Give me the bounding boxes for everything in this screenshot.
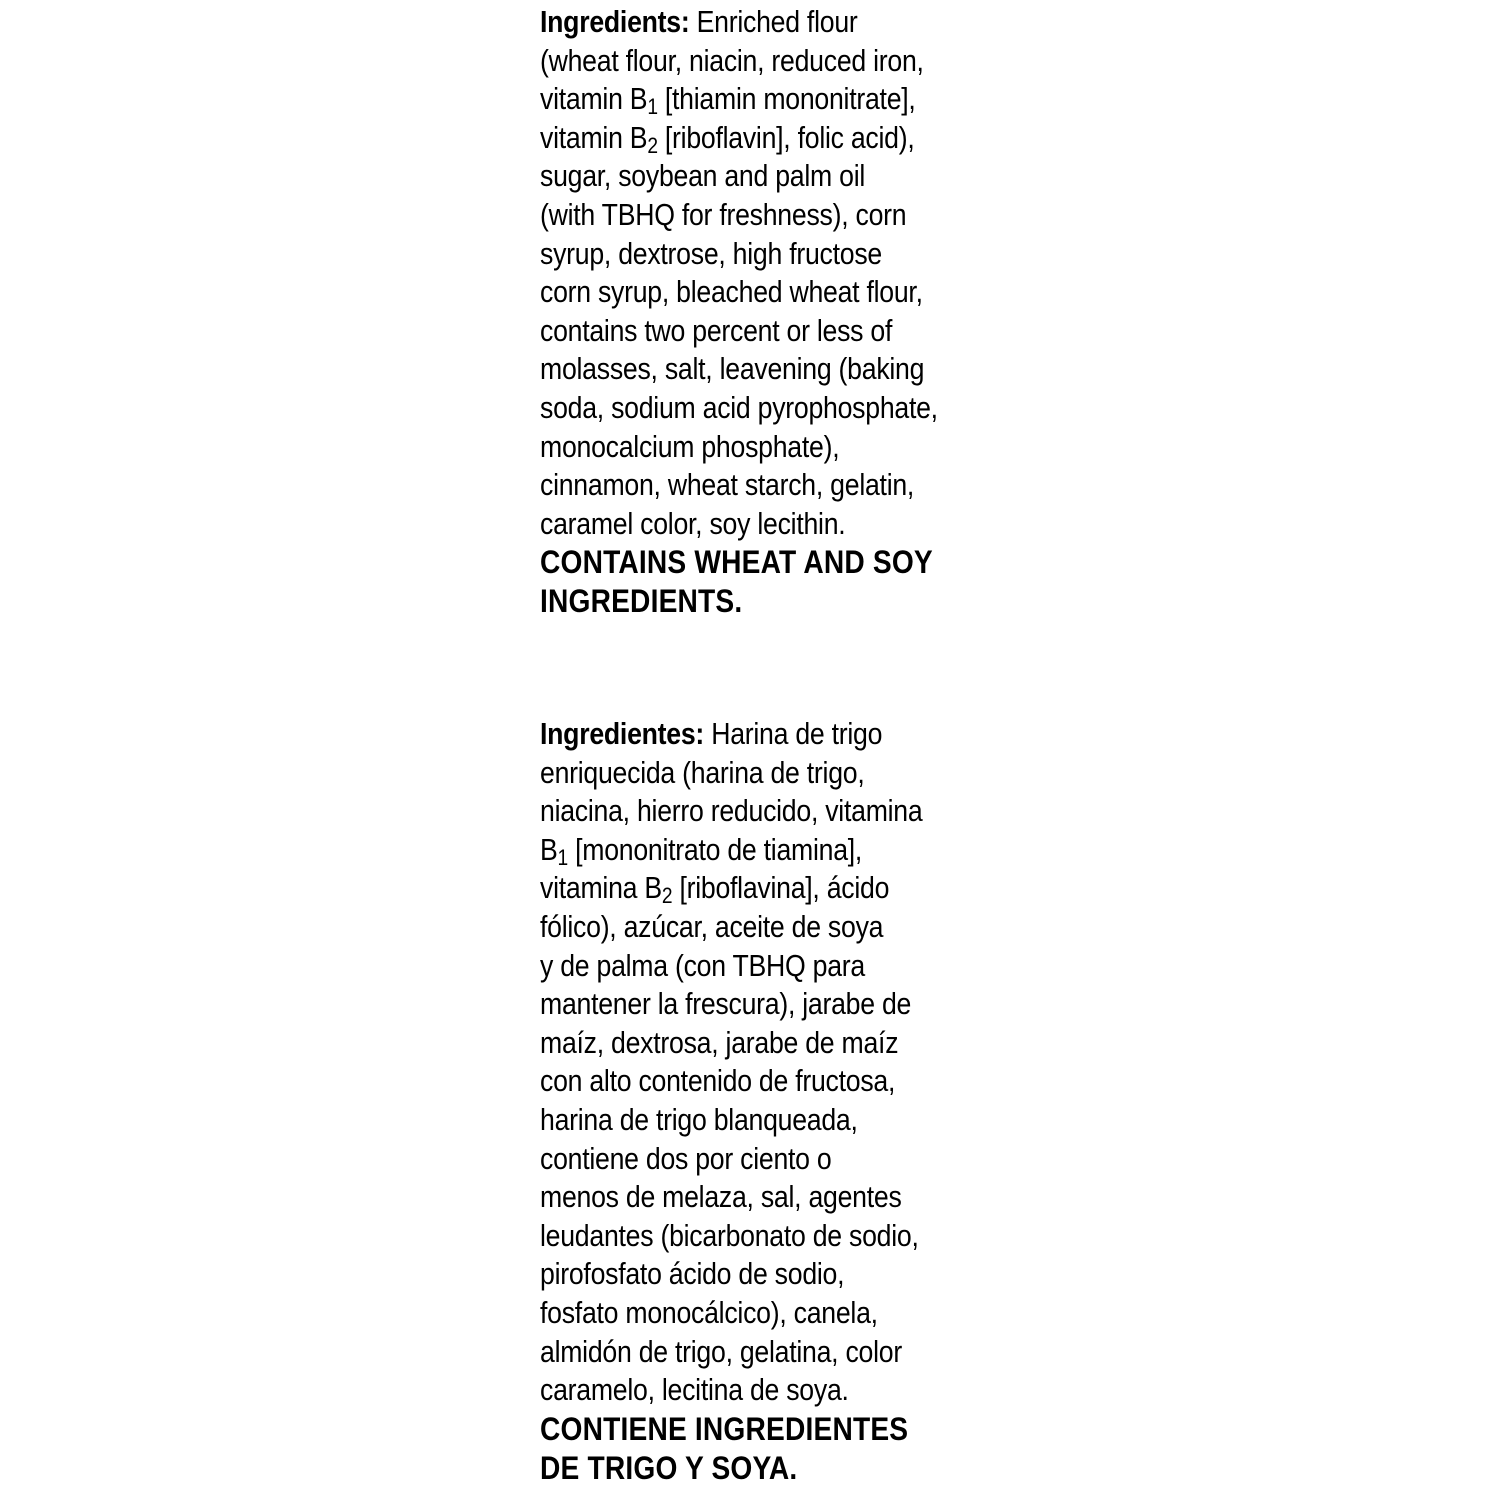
ingredients-line: monocalcium phosphate),	[540, 428, 840, 464]
ingredients-spanish	[540, 715, 980, 1488]
ingredients-heading: Ingredientes:	[540, 716, 705, 751]
ingredients-line: con alto contenido de fructosa,	[540, 1063, 896, 1099]
ingredients-line: maíz, dextrosa, jarabe de maíz	[540, 1024, 899, 1060]
subscript: 2	[661, 883, 673, 909]
ingredients-line: sugar, soybean and palm oil	[540, 158, 866, 194]
ingredients-line: Ingredients: Enriched flour	[540, 4, 858, 39]
ingredients-line: harina de trigo blanqueada,	[540, 1101, 858, 1137]
ingredients-line: molasses, salt, leavening (baking	[540, 351, 925, 387]
ingredients-line: (with TBHQ for freshness), corn	[540, 196, 907, 232]
ingredients-line: menos de melaza, sal, agentes	[540, 1179, 902, 1215]
ingredients-line: mantener la frescura), jarabe de	[540, 986, 912, 1022]
ingredients-line: y de palma (con TBHQ para	[540, 947, 865, 983]
ingredients-line: soda, sodium acid pyrophosphate,	[540, 389, 938, 425]
ingredients-line: syrup, dextrose, high fructose	[540, 235, 882, 271]
allergen-statement: DE TRIGO Y SOYA.	[540, 1449, 798, 1486]
ingredients-line: (wheat flour, niacin, reduced iron,	[540, 42, 924, 78]
ingredients-line: enriquecida (harina de trigo,	[540, 754, 865, 790]
ingredients-line: $B_1$ [mononitrato de tiamina],	[540, 831, 863, 870]
ingredients-line: pirofosfato ácido de sodio,	[540, 1256, 845, 1292]
ingredients-line: vitamin $B_2$ [riboflavin], folic acid),	[540, 119, 915, 158]
ingredients-line: caramelo, lecitina de soya.	[540, 1372, 849, 1408]
allergen-statement: CONTAINS WHEAT AND SOY	[540, 544, 933, 581]
subscript: 1	[557, 844, 568, 870]
ingredients-line: caramel color, soy lecithin.	[540, 505, 846, 541]
ingredients-line: vitamina $B_2$ [riboflavina], ácido	[540, 870, 890, 909]
ingredients-line: cinnamon, wheat starch, gelatin,	[540, 467, 915, 503]
ingredients-line: almidón de trigo, gelatina, color	[540, 1333, 902, 1369]
subscript: 2	[647, 132, 658, 158]
ingredients-line: contiene dos por ciento o	[540, 1140, 832, 1176]
allergen-statement: CONTIENE INGREDIENTES	[540, 1410, 909, 1447]
ingredients-line: fosfato monocálcico), canela,	[540, 1294, 878, 1330]
subscript: 1	[647, 94, 658, 120]
ingredients-line: Ingredientes: Harina de trigo	[540, 716, 883, 751]
ingredients-line: fólico), azúcar, aceite de soya	[540, 908, 884, 944]
ingredients-line: niacina, hierro reducido, vitamina	[540, 793, 923, 829]
ingredients-line: vitamin $B_1$ [thiamin mononitrate],	[540, 81, 916, 120]
ingredients-heading: Ingredients:	[540, 4, 690, 39]
ingredients-line: leudantes (bicarbonato de sodio,	[540, 1217, 919, 1253]
allergen-statement: INGREDIENTS.	[540, 583, 743, 620]
ingredients-line: corn syrup, bleached wheat flour,	[540, 274, 923, 310]
ingredients-english	[540, 3, 980, 621]
ingredients-line: contains two percent or less of	[540, 312, 893, 348]
